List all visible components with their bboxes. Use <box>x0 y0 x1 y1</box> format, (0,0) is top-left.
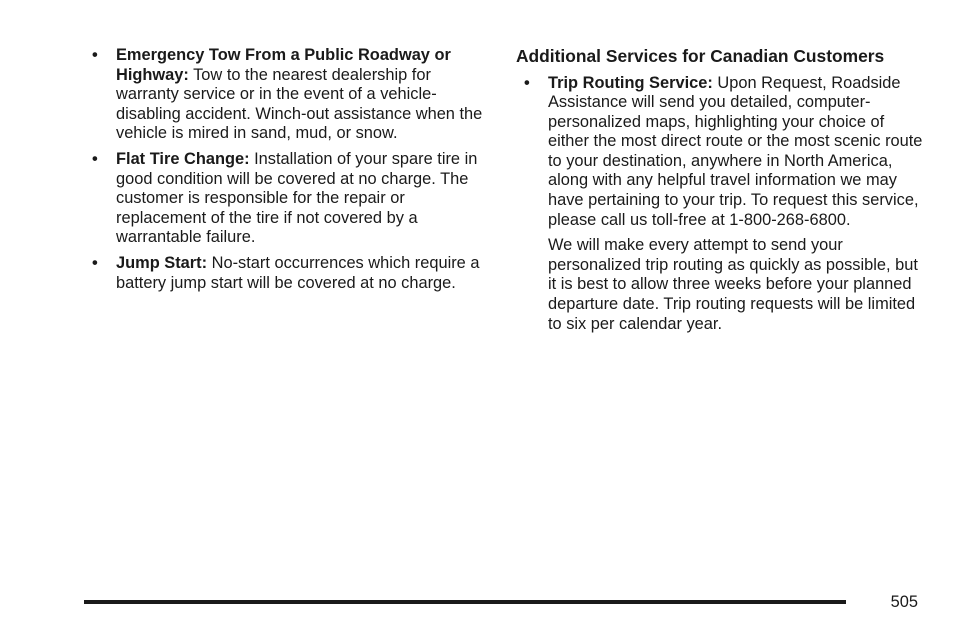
right-column <box>516 46 926 334</box>
item-text: No-start occurrences which require a battery jump start will be covered at no charge. <box>116 253 480 292</box>
item-lead: Jump Start: <box>116 253 208 272</box>
bullet-icon: • <box>524 73 530 92</box>
item-lead: Emergency Tow From a Public Roadway or Highway: <box>116 46 451 84</box>
trip-routing-note: We will make every attempt to send your personalized trip routing as quickly as possible, but it is best to allow three weeks before your planned departure date. Trip routing requests will be limited to six per calendar year. <box>548 236 918 333</box>
bullet-icon: • <box>92 149 98 168</box>
item-text: Installation of your spare tire in good condition will be covered at no charge. The customer is responsible for the repair or replacement of the tire if not covered by a warrantable failure. <box>116 149 478 247</box>
section-heading: Additional Services for Canadian Customers <box>516 46 885 66</box>
bullet-item-jump-start <box>92 254 492 293</box>
bullet-item-flat-tire <box>92 150 492 248</box>
bullet-item-emergency-tow <box>92 46 492 144</box>
bullet-icon: • <box>92 46 98 64</box>
left-column <box>92 46 492 299</box>
footer-rule <box>84 600 846 604</box>
page-number: 505 <box>890 593 918 611</box>
item-text: Tow to the nearest dealership for warranty service or in the event of a vehicle-disabling accident. Winch-out assistance when the vehicle is mired in sand, mud, or snow. <box>116 65 483 143</box>
item-lead: Flat Tire Change: <box>116 149 250 168</box>
bullet-icon: • <box>92 253 98 272</box>
bullet-item-trip-routing <box>516 74 926 231</box>
item-lead: Trip Routing Service: <box>548 73 713 92</box>
item-text: Upon Request, Roadside Assistance will send you detailed, computer-personalized maps, highlighting your choice of either the most direct route or the most scenic route to your destination, anywhere in North America, along with any helpful travel information we may have pertaining to your trip. To request this service, please call us toll-free at 1-800-268-6800. <box>548 73 923 229</box>
